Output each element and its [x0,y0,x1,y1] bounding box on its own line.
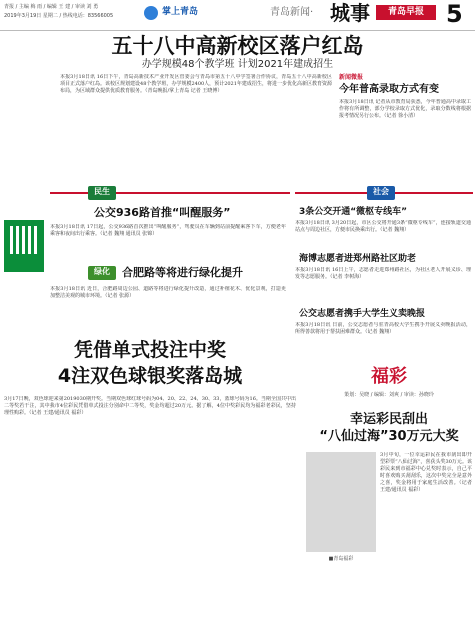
app-logo-icon [144,6,158,20]
shehui-title: 3条公交开通“微枢专线车” [299,207,408,217]
brief-box [339,74,471,178]
divider [50,192,290,194]
section-title: 城事 [330,1,370,25]
lottery-headline-2: 4注双色球银奖落岛城 [57,365,243,387]
issue-date: 2019年3月19日 星期二 / 热线电话：83566005 [4,13,114,19]
bus-volunteer-body: 本报3月18日讯 日前，公交志愿者与驻青高校大学生携手开展义卖晚报活动，所得善款将用于帮扶困难群众。（记者 魏翔） [295,322,471,335]
lvhua-body: 本报3月18日讯 近日，合肥路周边公园、道路等将进行绿化提升改造，通过补植花木、优化景观，打造更加整洁美观的城市环境。（记者 张源） [50,286,286,299]
lvhua-title: 合肥路等将进行绿化提升 [122,266,243,279]
wechat-qr-block [4,220,44,272]
lottery-body: 3月17日晚，双色球迎来第2019030期开奖。当期双色球红球号码为04、20、22、24、30、33，蓝球号码为16。当期全国共中出二等奖若干注，其中我市4位彩民凭借单式投注分别命中二等奖，奖金均超过20万元。据了解，4位中奖彩民均为福彩老彩民，坚持理性购彩。（记者 王建/通讯员 福彩） [4,396,296,416]
winner-photo [306,452,376,552]
brief-title: 今年普高录取方式有变 [339,84,439,95]
paper-logo: 青岛早报 [376,5,436,20]
app-label: 掌上青岛 [162,7,199,17]
lead-headline-block [0,30,475,71]
bus-volunteer-block [295,308,473,364]
qr-code-icon [10,226,38,254]
lead-subhead: 办学规模48个教学班 计划2021年建成招生 [141,59,334,70]
minsheng-title: 公交936路首推“叫醒服务” [94,206,231,219]
winner-title-2: “八仙过海”30万元大奖 [319,429,459,444]
brand-label: 青岛新闻· [270,7,314,18]
fucai-credits: 策划：吴晓 / 编辑：刘爽 / 审读：孙晓玲 [344,392,434,398]
winner-caption: ■青岛福彩 [328,556,354,562]
volunteer-block [295,253,473,307]
volunteer-body: 本报3月18日讯 16日上午，志愿者走进郑州路社区，为社区老人开展义诊、理发等志愿服务。（记者 李树海） [295,267,471,280]
minsheng-badge: 民生 [88,186,116,200]
lead-body: 本报3月18日讯 16日下午，青岛高新技术产业开发区管委会与青岛市第五十八中学签署合作协议，青岛五十八中高新校区项目正式落户红岛。该校区规划建设48个教学班，办学规模2400人，预计2021年建成招生，将进一步优化高新区教育资源布局，为区域群众提供优质教育服务。（青岛晚报/掌上青岛 记者 王晓博） [60,74,332,94]
lottery-story [0,338,300,620]
editor-credits: 青报 / 主编 梅 雨 / 编辑 王 建 / 审读 刘 勇 [4,4,99,10]
lvhua-badge: 绿化 [88,266,116,280]
fucai-label: 福彩 [371,366,407,387]
minsheng-body: 本报3月18日讯 17日起，公交936路首次推出“叫醒服务”，驾驶员在车辆到站前提醒乘客下车，方便老年乘客和夜间出行乘客。（记者 魏翔 通讯员 张锦） [50,224,286,237]
brief-tag: 新闻微报 [339,74,364,81]
winner-title-1: 幸运彩民刮出 [349,412,428,427]
brief-body: 本报3月18日讯 记者从市教育局获悉，今年普通高中录取工作将有所调整，部分学校录取方式优化，录取分数线将根据报考情况另行公布。（记者 徐小清） [339,99,471,119]
shehui-block [295,186,473,250]
winner-body: 3月中旬，一位幸运彩民在我市刮出即开型彩票“八仙过海”，喜获头奖30万元。该彩民来到市福彩中心兑奖时表示，自己平时喜欢购买刮刮乐，这次中奖完全是意外之喜，奖金将用于家庭生活改善。（记者 王建/通讯员 福彩） [380,452,472,493]
volunteer-title: 海博志愿者进郑州路社区助老 [299,254,417,264]
lvhua-block [50,266,290,326]
winner-story [306,412,472,620]
bus-volunteer-title: 公交志愿者携手大学生义卖晚报 [299,309,426,319]
page-number: 5 [446,0,463,28]
lead-headline: 五十八中高新校区落户红岛 [111,34,364,58]
fucai-header [306,366,472,406]
masthead [0,0,475,31]
shehui-badge: 社会 [367,186,395,200]
shehui-body: 本报3月18日讯 3月20日起，市区公交将开通3条“微枢专线车”，连接轨道交通站点与周边社区，方便市民换乘出行。（记者 魏翔） [295,220,471,233]
lottery-headline-1: 凭借单式投注中奖 [73,339,226,361]
